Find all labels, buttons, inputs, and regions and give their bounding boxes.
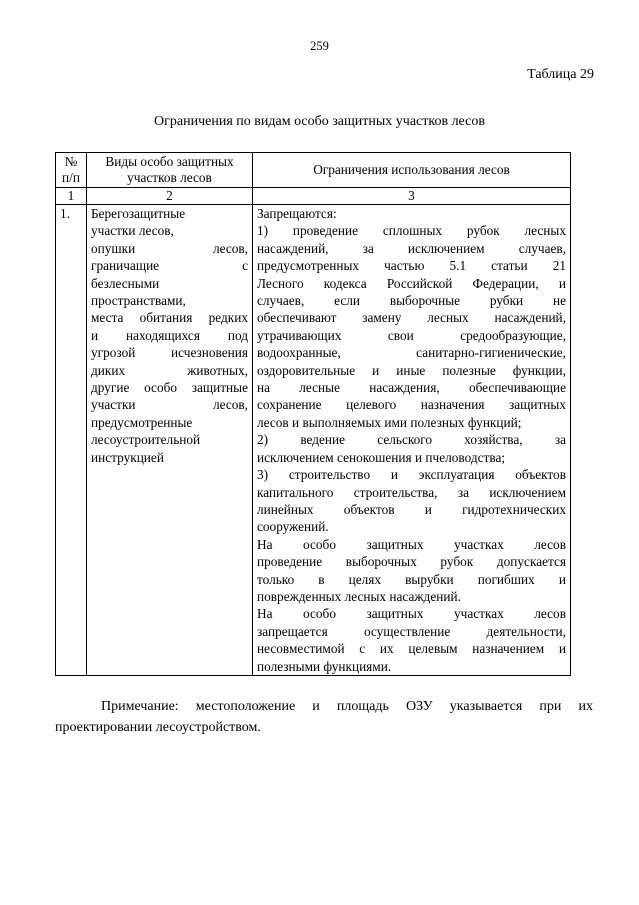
header-area-type: Виды особо защитных участков лесов (87, 153, 253, 188)
text-line: другие особо защитные (91, 380, 248, 396)
text-line: сохранение целевого назначения защитных (257, 397, 566, 413)
text-line: обеспечивают замену лесных насаждений, (257, 310, 566, 326)
text-line: угрозой исчезновения (91, 345, 248, 361)
text-line: запрещается осуществление деятельности, (257, 623, 566, 639)
column-numbers-row (56, 188, 571, 205)
text-line: инструкцией (91, 449, 164, 465)
text-line: Запрещаются: (257, 206, 337, 221)
text-line: капитального строительства, за исключением (257, 484, 566, 500)
text-line: На особо защитных участках лесов (257, 536, 566, 552)
text-line: диких животных, (91, 362, 248, 378)
column-number: 2 (87, 188, 253, 205)
table-label: Таблица 29 (527, 67, 594, 82)
text-line: опушки лесов, (91, 240, 248, 256)
text-line: утрачивающих свои средообразующие, (257, 327, 566, 343)
restrictions-text (257, 205, 566, 675)
text-line: лесов и выполняемых ими полезных функций; (257, 414, 522, 430)
text-line: несовместимой с их целевым назначением и (257, 641, 566, 657)
text-line: оздоровительные и иные полезные функции, (257, 362, 566, 378)
header-restrictions: Ограничения использования лесов (253, 153, 571, 188)
text-line: исключением сенокошения и пчеловодства; (257, 449, 506, 465)
column-number: 1 (56, 188, 87, 205)
table-header-row (56, 153, 571, 188)
row-number: 1. (56, 205, 87, 676)
text-line: 2) ведение сельского хозяйства, за (257, 432, 566, 448)
text-line: насаждений, за исключением случаев, (257, 240, 566, 256)
text-line: проектировании лесоустройством. (55, 720, 261, 735)
area-type-text (91, 205, 248, 466)
text-line: 1) проведение сплошных рубок лесных (257, 223, 566, 239)
header-number: № п/п (56, 153, 87, 188)
text-line: 3) строительство и эксплуатация объектов (257, 467, 566, 483)
text-line: Лесного кодекса Российской Федерации, и (257, 275, 566, 291)
text-line: поврежденных лесных насаждений. (257, 588, 461, 604)
text-line: полезными функциями. (257, 658, 392, 674)
column-number: 3 (253, 188, 571, 205)
text-line: безлесными (91, 275, 160, 291)
text-line: проведение выборочных рубок допускается (257, 554, 566, 570)
restrictions-cell (253, 205, 571, 676)
table-title: Ограничения по видам особо защитных участков лесов (154, 114, 485, 129)
restrictions-table (55, 152, 571, 676)
text-line: сооружений. (257, 519, 329, 535)
text-line: предусмотренные (91, 414, 193, 430)
text-line: На особо защитных участках лесов (257, 606, 566, 622)
text-line: лесоустроительной (91, 432, 201, 448)
text-line: участки лесов, (91, 397, 248, 413)
text-line: только в целях вырубки погибших и (257, 571, 566, 587)
area-type-cell (87, 205, 253, 676)
note-text (55, 696, 593, 738)
text-line: водоохранные, санитарно-гигиенические, (257, 345, 566, 361)
text-line: на лесные насаждения, обеспечивающие (257, 380, 566, 396)
text-line: участки лесов, (91, 223, 174, 239)
table-row (56, 205, 571, 676)
text-line: граничащие с (91, 258, 248, 274)
text-line: предусмотренных частью 5.1 статьи 21 (257, 258, 566, 274)
page-number: 259 (310, 39, 329, 53)
text-line: места обитания редких (91, 310, 248, 326)
text-line: пространствами, (91, 293, 186, 309)
text-line: Берегозащитные (91, 206, 186, 221)
text-line: линейных объектов и гидротехнических (257, 501, 566, 517)
text-line: Примечание: местоположение и площадь ОЗУ указывается при их (101, 699, 593, 714)
text-line: случаев, если выборочные рубки не (257, 293, 566, 309)
text-line: и находящихся под (91, 327, 248, 343)
